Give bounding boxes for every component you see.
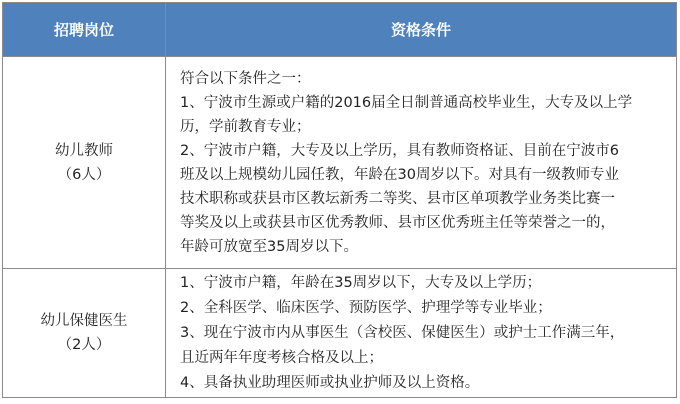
position-cell xyxy=(3,269,166,398)
requirement-line: 4、具备执业助理医师或执业护师及以上资格。 xyxy=(180,374,480,391)
header-position: 招聘岗位 xyxy=(3,3,166,57)
requirement-line: 技术职称或获县市区教坛新秀二等奖、县市区单项教学业务类比赛一 xyxy=(180,190,615,207)
position-count: （2人） xyxy=(57,337,111,353)
requirement-line: 且近两年年度考核合格及以上； xyxy=(180,349,383,366)
recruitment-table xyxy=(2,2,677,398)
requirements-cell xyxy=(166,269,677,398)
requirements-cell xyxy=(166,57,677,269)
requirement-line: 年龄可放宽至35周岁以下。 xyxy=(180,238,358,255)
table-row xyxy=(3,269,677,398)
requirement-line: 符合以下条件之一： xyxy=(180,70,311,87)
requirement-line: 历，学前教育专业； xyxy=(180,118,311,135)
requirement-line: 1、宁波市户籍，年龄在35周岁以下，大专及以上学历； xyxy=(180,274,542,291)
position-cell xyxy=(3,57,166,269)
requirement-line: 班及以上规模幼儿园任教，年龄在30周岁以下。对具有一级教师专业 xyxy=(180,166,619,183)
requirement-line: 2、全科医学、临床医学、预防医学、护理学等专业毕业； xyxy=(180,299,552,316)
position-title: 幼儿保健医生 xyxy=(40,313,128,329)
requirement-line: 2、宁波市户籍，大专及以上学历，具有教师资格证、目前在宁波市6 xyxy=(180,142,619,159)
header-requirements: 资格条件 xyxy=(166,3,677,57)
requirement-line: 3、现在宁波市内从事医生（含校医、保健医生）或护士工作满三年， xyxy=(180,324,625,341)
requirement-line: 1、宁波市生源或户籍的2016届全日制普通高校毕业生，大专及以上学 xyxy=(180,94,633,111)
table-row xyxy=(3,57,677,269)
header-row xyxy=(3,3,677,57)
position-count: （6人） xyxy=(57,166,111,183)
requirement-line: 等奖及以上或获县市区优秀教师、县市区优秀班主任等荣誉之一的， xyxy=(180,214,615,231)
position-title: 幼儿教师 xyxy=(55,142,113,159)
